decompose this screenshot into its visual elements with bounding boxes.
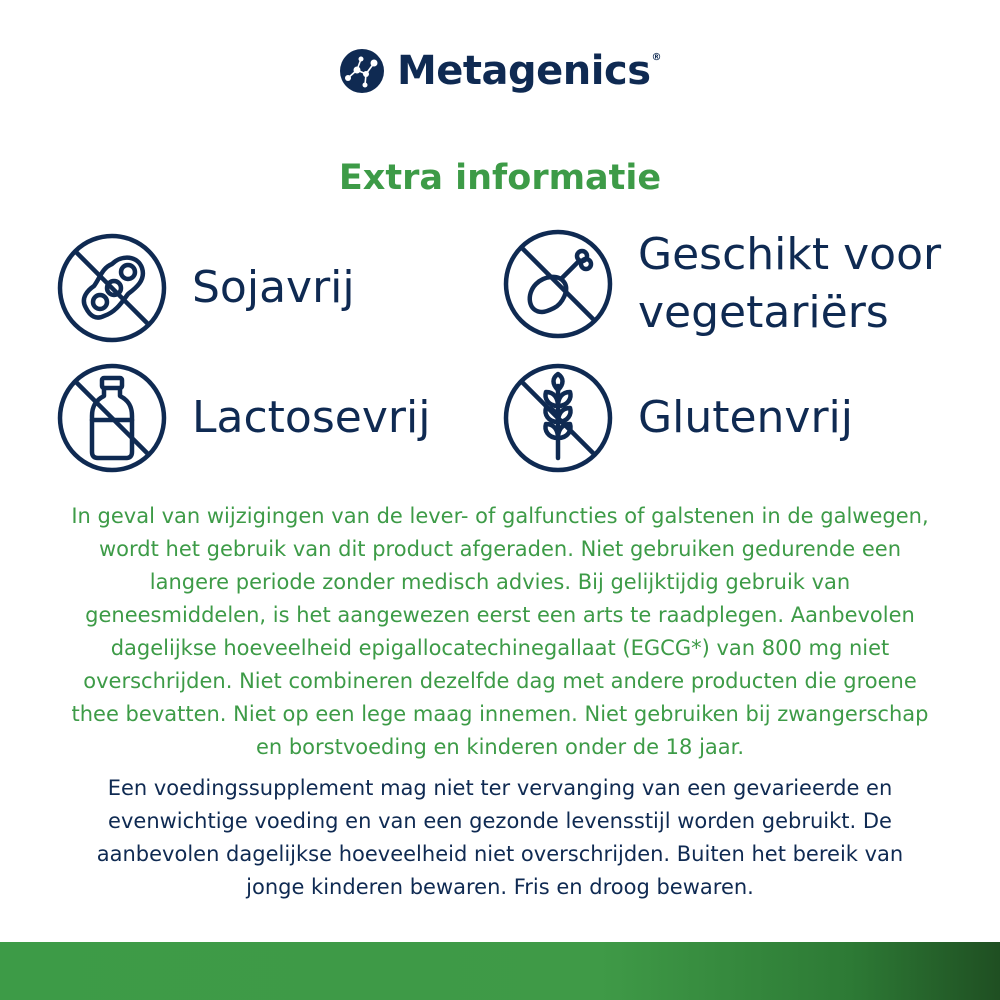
feature-label-line: Geschikt voor [638,229,942,280]
no-meat-icon [502,228,614,340]
warning-line: In geval van wijzigingen van de lever- of galfuncties of galstenen in de galwegen, [71,504,929,528]
molecule-logo-icon [339,48,385,94]
no-soy-icon [56,232,168,344]
feature-lactose-free [56,362,430,474]
feature-soy-free [56,232,355,344]
registered-mark: ® [651,52,661,63]
feature-label-line: Glutenvrij [638,392,853,443]
disclaimer-line: Een voedingssupplement mag niet ter vervanging van een gevarieerde en [107,776,893,800]
no-wheat-icon [502,362,614,474]
warning-line: thee bevatten. Niet op een lege maag innemen. Niet gebruiken bij zwangerschap [71,702,929,726]
feature-label [192,389,430,447]
feature-label [192,259,355,317]
warning-line: dagelijkse hoeveelheid epigallocatechinegallaat (EGCG*) van 800 mg niet [110,636,890,660]
brand-logo [0,48,1000,94]
warning-line: en borstvoeding en kinderen onder de 18 jaar. [255,735,745,759]
feature-gluten-free [502,362,853,474]
warning-line: geneesmiddelen, is het aangewezen eerst een arts te raadplegen. Aanbevolen [85,603,915,627]
disclaimer-text [40,772,960,904]
page-heading: Extra informatie [338,158,662,198]
feature-vegetarian [502,226,941,342]
disclaimer-line: jonge kinderen bewaren. Fris en droog bewaren. [246,875,754,899]
disclaimer-line: aanbevolen dagelijkse hoeveelheid niet overschrijden. Buiten het bereik van [96,842,904,866]
feature-label-line: Sojavrij [192,262,355,313]
warning-line: langere periode zonder medisch advies. Bij gelijktijdig gebruik van [149,570,851,594]
feature-label-line: Lactosevrij [192,392,431,443]
warning-line: wordt het gebruik van dit product afgeraden. Niet gebruiken gedurende een [99,537,901,561]
warning-line: overschrijden. Niet combineren dezelfde dag met andere producten die groene [83,669,917,693]
feature-label [638,389,853,447]
brand-name: Metagenics® [396,48,661,94]
warning-text [40,500,960,764]
disclaimer-line: evenwichtige voeding en van een gezonde levensstijl worden gebruikt. De [108,809,892,833]
feature-label [638,226,941,342]
no-milk-icon [56,362,168,474]
feature-label-line: vegetariërs [638,287,889,338]
footer-bar [0,942,1000,1000]
